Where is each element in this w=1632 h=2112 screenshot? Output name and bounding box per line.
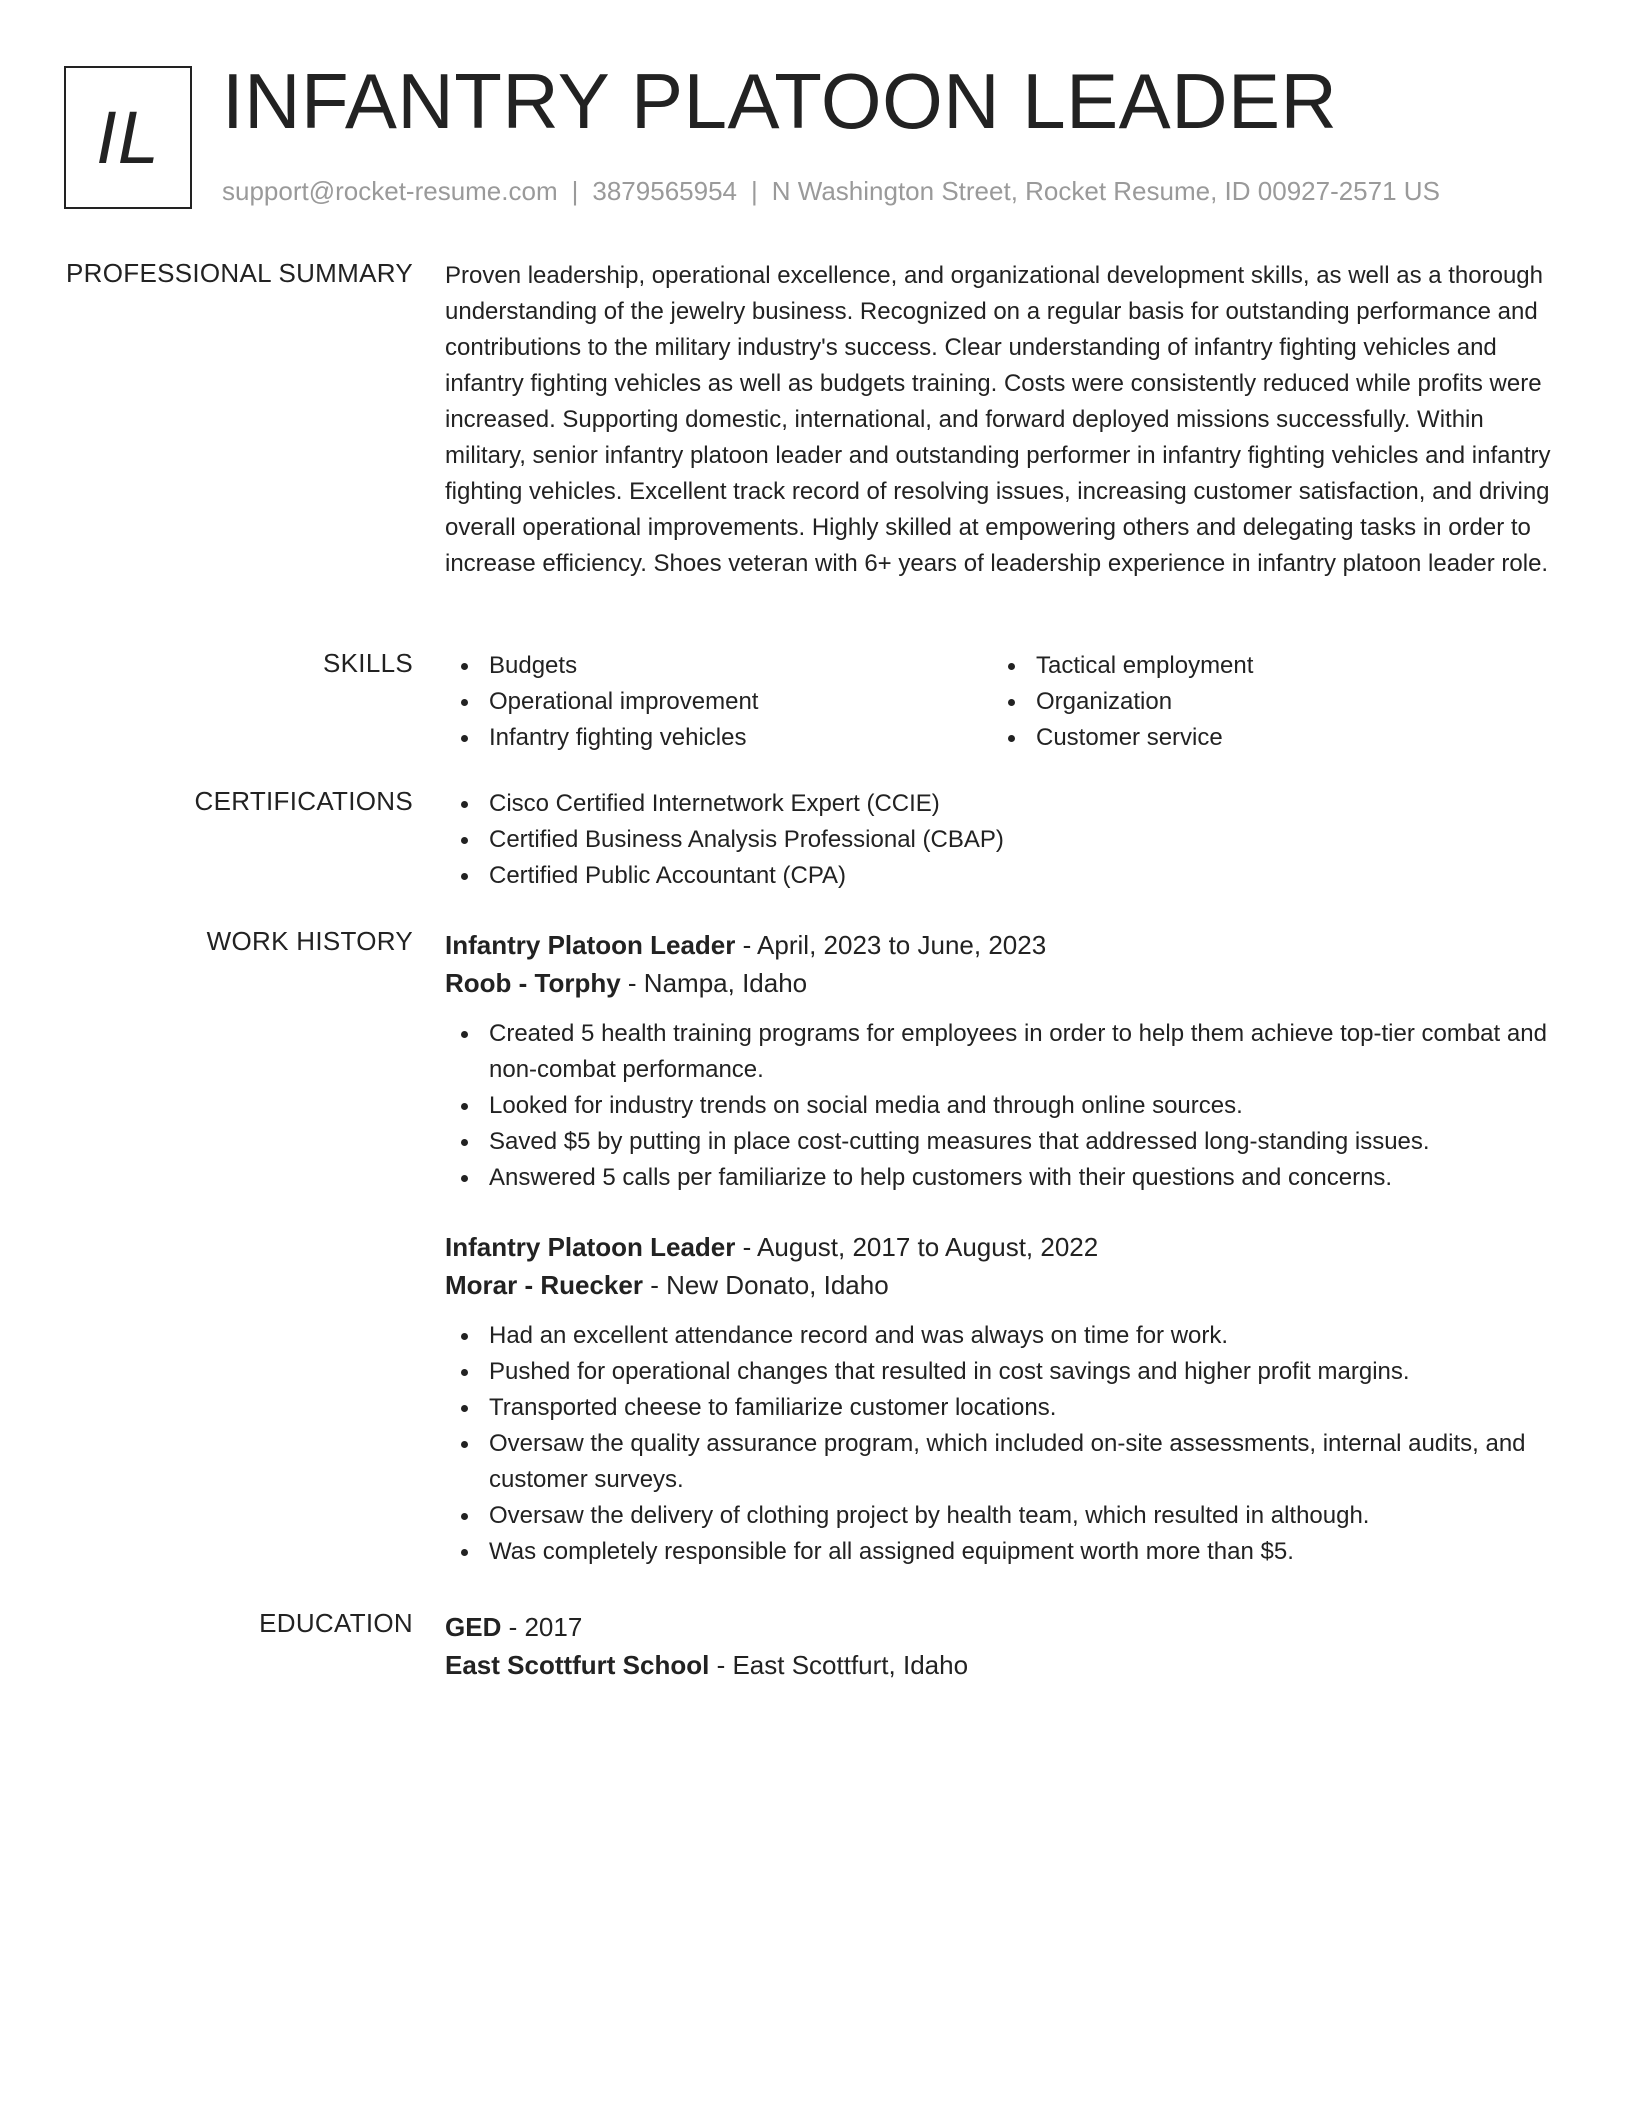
job-company-line — [445, 964, 1560, 1002]
summary-text: Proven leadership, operational excellence, and organizational development skills, as well as a thorough understanding of the jewelry business. Recognized on a regular basis for outstanding performance and contributions to the military industry's success. Clear understanding of infantry fighting vehicles and infantry fighting vehicles as well as budgets training. Costs were consistently reduced while profits were increased. Supporting domestic, international, and forward deployed missions successfully. Within military, senior infantry platoon leader and outstanding performer in infantry fighting vehicles and infantry fighting vehicles. Excellent track record of resolving issues, increasing customer satisfaction, and driving overall operational improvements. Highly skilled at empowering others and delegating tasks in order to increase efficiency. Shoes veteran with 6+ years of leadership experience in infantry platoon leader role. — [445, 262, 1551, 577]
section-label-certifications: CERTIFICATIONS — [194, 786, 413, 816]
job-company: Roob - Torphy — [445, 968, 621, 998]
education-degree-line — [445, 1608, 1560, 1646]
contact-separator: | — [571, 176, 579, 206]
certifications-list — [445, 786, 1560, 894]
skill-item: Budgets — [445, 648, 992, 684]
job-bullets — [445, 1016, 1560, 1196]
skill-item: Operational improvement — [445, 684, 992, 720]
education-year: - 2017 — [501, 1612, 583, 1642]
job-location: - Nampa, Idaho — [620, 968, 808, 998]
job-title: Infantry Platoon Leader — [445, 1232, 736, 1262]
education-content — [445, 1608, 1560, 1684]
job-bullet: Was completely responsible for all assigned equipment worth more than $5. — [445, 1534, 1560, 1570]
contact-separator: | — [751, 176, 758, 206]
job-bullet: Looked for industry trends on social media and through online sources. — [445, 1088, 1560, 1124]
job-entry — [445, 1228, 1560, 1570]
job-bullet: Created 5 health training programs for employees in order to help them achieve top-tier combat and non-combat performance. — [445, 1016, 1560, 1088]
certification-item: Certified Public Accountant (CPA) — [445, 858, 1560, 894]
contact-phone[interactable]: 3879565954 — [592, 176, 737, 206]
job-bullets — [445, 1318, 1560, 1570]
job-dates: - August, 2017 to August, 2022 — [735, 1232, 1099, 1262]
resume-title: INFANTRY PLATOON LEADER — [222, 57, 1338, 145]
job-bullet: Oversaw the quality assurance program, which included on-site assessments, internal audits, and customer surveys. — [445, 1426, 1560, 1498]
job-title: Infantry Platoon Leader — [445, 930, 736, 960]
skill-item: Infantry fighting vehicles — [445, 720, 992, 756]
section-label-education: EDUCATION — [259, 1608, 413, 1638]
certification-item: Cisco Certified Internetwork Expert (CCIE) — [445, 786, 1560, 822]
skills-column-2 — [992, 648, 1539, 756]
job-bullet: Answered 5 calls per familiarize to help customers with their questions and concerns. — [445, 1160, 1560, 1196]
education-school-line — [445, 1646, 1560, 1684]
education-location: - East Scottfurt, Idaho — [709, 1650, 969, 1680]
education-school: East Scottfurt School — [445, 1650, 710, 1680]
education-degree: GED — [445, 1612, 502, 1642]
job-bullet: Oversaw the delivery of clothing project by health team, which resulted in although. — [445, 1498, 1560, 1534]
section-label-skills: SKILLS — [323, 648, 413, 678]
skill-item: Tactical employment — [992, 648, 1539, 684]
contact-line — [222, 176, 1440, 207]
job-company: Morar - Ruecker — [445, 1270, 643, 1300]
job-title-line — [445, 926, 1560, 964]
job-location: - New Donato, Idaho — [642, 1270, 889, 1300]
section-label-summary: PROFESSIONAL SUMMARY — [66, 258, 413, 288]
skill-item: Customer service — [992, 720, 1539, 756]
contact-address: N Washington Street, Rocket Resume, ID 00927-2571 US — [771, 176, 1440, 206]
skills-column-1 — [445, 648, 992, 756]
job-title-line — [445, 1228, 1560, 1266]
monogram-badge — [64, 66, 192, 209]
certification-item: Certified Business Analysis Professional (CBAP) — [445, 822, 1560, 858]
job-company-line — [445, 1266, 1560, 1304]
job-dates: - April, 2023 to June, 2023 — [735, 930, 1047, 960]
section-label-work-history: WORK HISTORY — [206, 926, 413, 956]
skills-list — [445, 648, 1560, 756]
job-bullet: Saved $5 by putting in place cost-cutting measures that addressed long-standing issues. — [445, 1124, 1560, 1160]
skill-item: Organization — [992, 684, 1539, 720]
job-entry — [445, 926, 1560, 1196]
job-bullet: Pushed for operational changes that resulted in cost savings and higher profit margins. — [445, 1354, 1560, 1390]
job-bullet: Had an excellent attendance record and was always on time for work. — [445, 1318, 1560, 1354]
monogram-initials: IL — [96, 96, 160, 179]
job-bullet: Transported cheese to familiarize customer locations. — [445, 1390, 1560, 1426]
work-history-content — [445, 926, 1560, 1570]
contact-email[interactable]: support@rocket-resume.com — [222, 176, 558, 206]
